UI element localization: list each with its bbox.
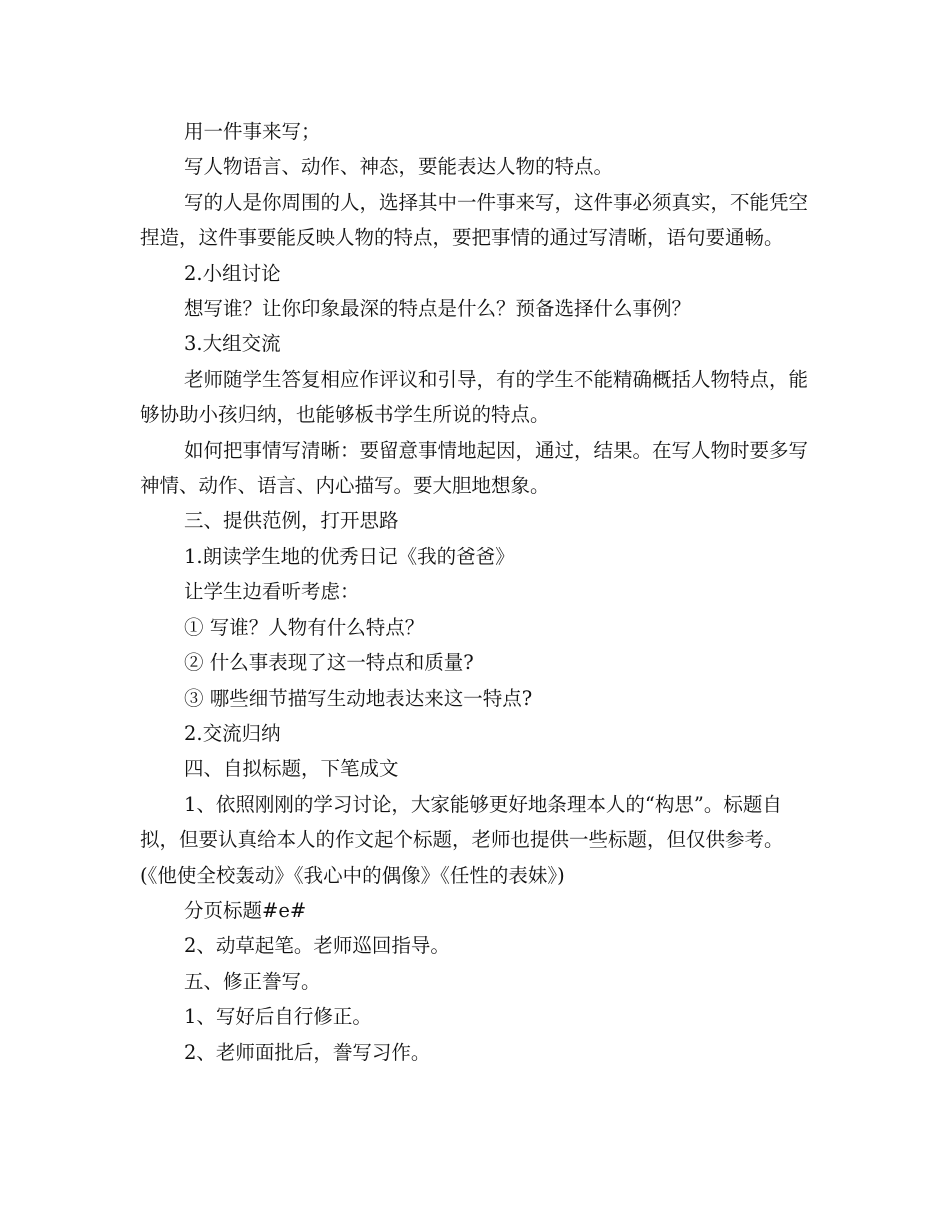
list-item: ③ 哪些细节描写生动地表达来这一特点? — [184, 686, 533, 710]
list-item: ① 写谁？人物有什么特点？ — [184, 615, 425, 639]
paragraph: 2、动草起笔。老师巡回指导。 — [184, 934, 450, 958]
section-heading: 三、提供范例，打开思路 — [184, 509, 399, 533]
paragraph: 写的人是你周围的人，选择其中一件事来写，这件事必须真实，不能凭空捏造，这件事要能反映人物的特点，要把事情的通过写清晰，语句要通畅。 — [140, 190, 809, 250]
paragraph: 用一件事来写； — [184, 120, 321, 143]
paragraph: 写人物语言、动作、神态，要能表达人物的特点。 — [184, 155, 614, 179]
page-break-marker: 分页标题#e# — [184, 898, 307, 922]
section-heading: 2.交流归纳 — [184, 721, 281, 745]
paragraph: 如何把事情写清晰：要留意事情地起因，通过，结果。在写人物时要多写神情、动作、语言、内心描写。要大胆地想象。 — [140, 438, 809, 498]
document-body — [140, 114, 820, 1070]
paragraph: 1.朗读学生地的优秀日记《我的爸爸》 — [184, 544, 515, 568]
paragraph: 想写谁？让你印象最深的特点是什么？预备选择什么事例？ — [184, 297, 692, 321]
paragraph: 1、写好后自行修正。 — [184, 1005, 372, 1029]
paragraph: 让学生边看听考虑： — [184, 580, 360, 604]
section-heading: 五、修正誊写。 — [184, 969, 321, 993]
paragraph: 2、老师面批后，誊写习作。 — [184, 1040, 431, 1064]
list-item: ② 什么事表现了这一特点和质量? — [184, 651, 474, 675]
paragraph: 1、依照刚刚的学习讨论，大家能够更好地条理本人的“构思”。标题自拟，但要认真给本人的作文起个标题，老师也提供一些标题，但仅供参考。(《他使全校轰动》《我心中的偶像》《任性的表妹》) — [140, 792, 784, 887]
paragraph: 老师随学生答复相应作评议和引导，有的学生不能精确概括人物特点，能够协助小孩归纳，也能够板书学生所说的特点。 — [140, 367, 809, 427]
section-heading: 四、自拟标题，下笔成文 — [184, 757, 399, 781]
section-heading: 2.小组讨论 — [184, 261, 281, 285]
section-heading: 3.大组交流 — [184, 332, 281, 356]
